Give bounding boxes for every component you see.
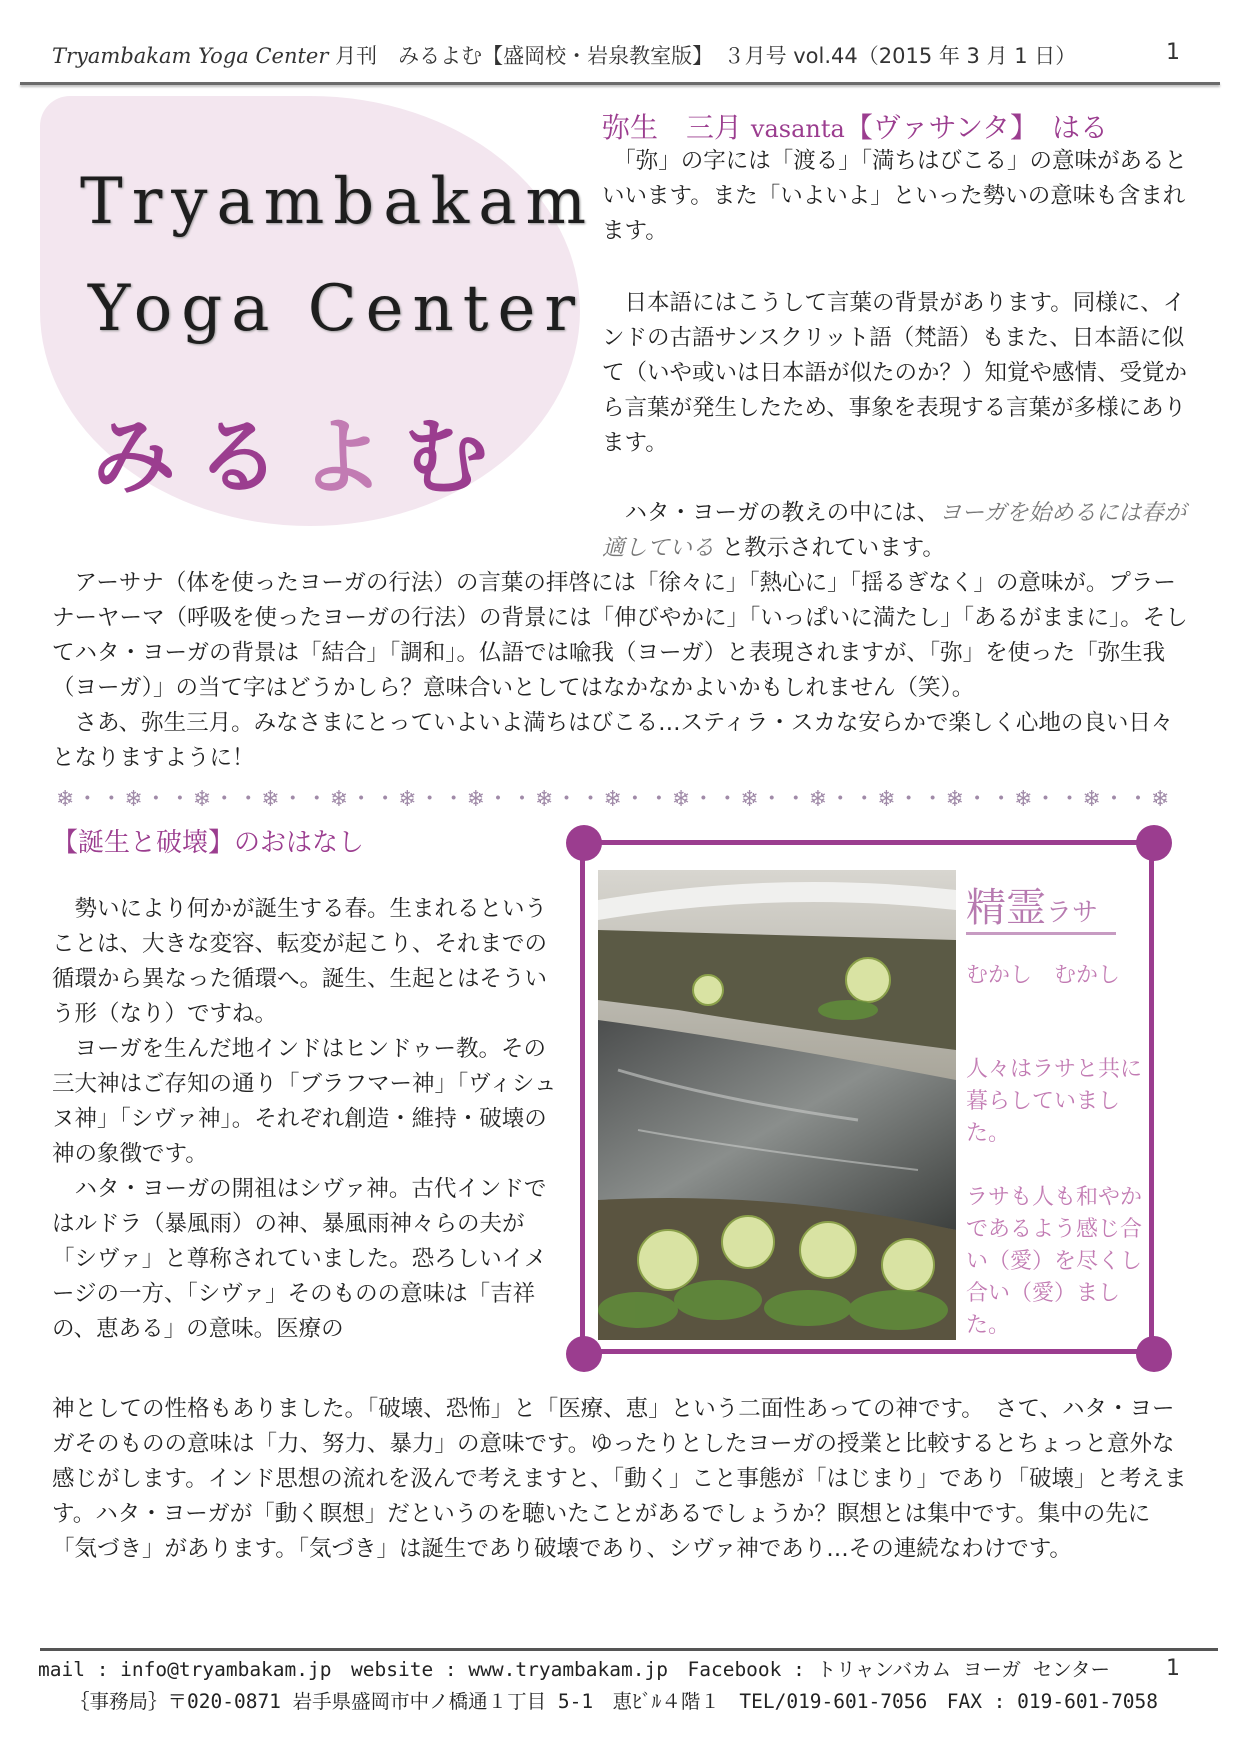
footer-address: ｛事務局｝〒020-0871 岩手県盛岡市中ノ橋通１丁目 5-1 恵ﾋﾞﾙ４階１ TEL/019-601-7056 FAX : 019-601-7058 bbox=[70, 1690, 1159, 1713]
header-title bbox=[52, 40, 1172, 74]
article2-paragraph bbox=[52, 1392, 1194, 1567]
header-brand: Tryambakam Yoga Center bbox=[52, 44, 329, 68]
article1-paragraph bbox=[52, 706, 1194, 776]
frame-corner-dot bbox=[566, 825, 602, 861]
butterbur-photo-drawing bbox=[598, 870, 956, 1340]
header-divider bbox=[20, 82, 1220, 85]
article1-p3-emphasis: ヨーガを始めるには春が適している bbox=[602, 500, 1187, 561]
article1-paragraph bbox=[602, 144, 1192, 249]
butterbur-photo bbox=[598, 870, 956, 1340]
article2-p3-text: ハタ・ヨーガの開祖はシヴァ神。古代インドではルドラ（暴風雨）の神、暴風雨神々らの夫が「シヴァ」と尊称されていました。恐ろしいイメージの一方、「シヴァ」そのものの意味は「吉祥の、恵ある」の意味。医療の bbox=[52, 1176, 547, 1342]
article1-paragraph bbox=[602, 496, 1192, 566]
article2-p4-text: 神としての性格もありました。「破壊、恐怖」と「医療、恵」という二面性あっての神です。 さて、ハタ・ヨーガそのものの意味は「力、努力、暴力」の意味です。ゆったりとしたヨーガの授業と比較するとちょっと意外な感じがします。インド思想の流れを汲んで考えますと、「動く」こと事態が「はじまり」であり「破壊」と考えます。ハタ・ヨーガが「動く瞑想」だというのを聴いたことがあるでしょうか？瞑想とは集中です。集中の先に「気づき」があります。「気づき」は誕生であり破壊であり、シヴァ神であり…その連続なわけです。 bbox=[52, 1396, 1187, 1562]
poem-title-small: ラサ bbox=[1046, 898, 1099, 928]
logo-char: み bbox=[92, 408, 197, 506]
logo-title-line1: Tryambakam bbox=[80, 165, 596, 239]
snowflake-divider: ❄・・❄・・❄・・❄・・❄・・❄・・❄・・❄・・❄・・❄・・❄・・❄・・❄・・❄・・❄・・❄・・❄ bbox=[56, 787, 1172, 812]
article1-p2-text: 日本語にはこうして言葉の背景があります。同様に、インドの古語サンスクリット語（梵語）もまた、日本語に似て（いや或いは日本語が似たのか？）知覚や感情、受覚から言葉が発生したため、事象を表現する言葉が多様にあります。 bbox=[602, 290, 1188, 456]
footer-divider bbox=[40, 1648, 1218, 1651]
article1-p3-before: ハタ・ヨーガの教えの中には、 bbox=[624, 500, 940, 526]
frame-corner-dot bbox=[566, 1336, 602, 1372]
article2-title: 【誕生と破壊】のおはなし bbox=[52, 828, 365, 858]
article2-paragraph bbox=[52, 892, 562, 1032]
poem-title bbox=[966, 876, 1098, 933]
header-issue: 月刊 みるよむ【盛岡校・岩泉教室版】 ３月号 vol.44（2015 年 3 月 1 日） bbox=[335, 44, 1077, 68]
frame-corner-dot bbox=[1136, 825, 1172, 861]
poem-stanza: 人々はラサと共に暮らしていました。 bbox=[966, 1057, 1143, 1146]
article1-p5-text: さあ、弥生三月。みなさまにとっていよいよ満ちはびこる…スティラ・スカな安らかで楽しく心地の良い日々となりますように！ bbox=[52, 710, 1174, 771]
poem-stanza: むかし むかし bbox=[966, 963, 1121, 988]
article1-title-kana: 【ヴァサンタ】 はる bbox=[844, 111, 1109, 144]
logo-char: む bbox=[404, 408, 509, 506]
article1-title bbox=[602, 106, 1108, 146]
logo-subtitle bbox=[92, 390, 508, 511]
article2-p2-text: ヨーガを生んだ地インドはヒンドゥー教。その三大神はご存知の通り「ブラフマー神」「ヴィシュヌ神」「シヴァ神」。それぞれ創造・維持・破壊の神の象徴です。 bbox=[52, 1036, 557, 1167]
article1-p1-text: 「弥」の字には「渡る」「満ちはびこる」の意味があるといいます。また「いよいよ」といった勢いの意味も含まれます。 bbox=[602, 148, 1188, 244]
article1-p4-text: アーサナ（体を使ったヨーガの行法）の言葉の拝啓には「徐々に」「熱心に」「揺るぎなく」の意味が。プラーナーヤーマ（呼吸を使ったヨーガの行法）の背景には「伸びやかに」「いっぱいに満たし」「あるがままに」。そしてハタ・ヨーガの背景は「結合」「調和」。仏語では喩我（ヨーガ）と表現されますが、「弥」を使った「弥生我（ヨーガ）」の当て字はどうかしら？意味合いとしてはなかなかよいかもしれません（笑）。 bbox=[52, 570, 1188, 701]
footer-contact: mail : info@tryambakam.jp website : www.tryambakam.jp Facebook : トリャンバカム ヨーガ センター bbox=[38, 1658, 1110, 1681]
logo-char: る bbox=[196, 408, 301, 506]
footer-page-number: 1 bbox=[1166, 1656, 1180, 1681]
poem-stanza: ラサも人も和やかであるよう感じ合い（愛）を尽くし合い（愛）ました。 bbox=[966, 1185, 1143, 1338]
logo-char: よ bbox=[300, 408, 405, 506]
article1-paragraph bbox=[602, 286, 1192, 461]
poem-title-main: 精霊 bbox=[966, 885, 1046, 931]
article2-paragraph bbox=[52, 1032, 562, 1172]
article1-paragraph bbox=[52, 566, 1194, 706]
logo-title-line2: Yoga Center bbox=[88, 272, 584, 346]
poem-title-underline bbox=[966, 932, 1116, 935]
article1-title-roman: vasanta bbox=[750, 115, 845, 143]
article1-title-jp: 弥生 三月 bbox=[602, 111, 743, 144]
article1-p3-after: と教示されています。 bbox=[714, 535, 945, 561]
article2-p1-text: 勢いにより何かが誕生する春。生まれるということは、大きな変容、転変が起こり、それまでの循環から異なった循環へ。誕生、生起とはそういう形（なり）ですね。 bbox=[52, 896, 548, 1027]
article2-paragraph bbox=[52, 1172, 562, 1347]
header-page-number: 1 bbox=[1166, 40, 1180, 65]
